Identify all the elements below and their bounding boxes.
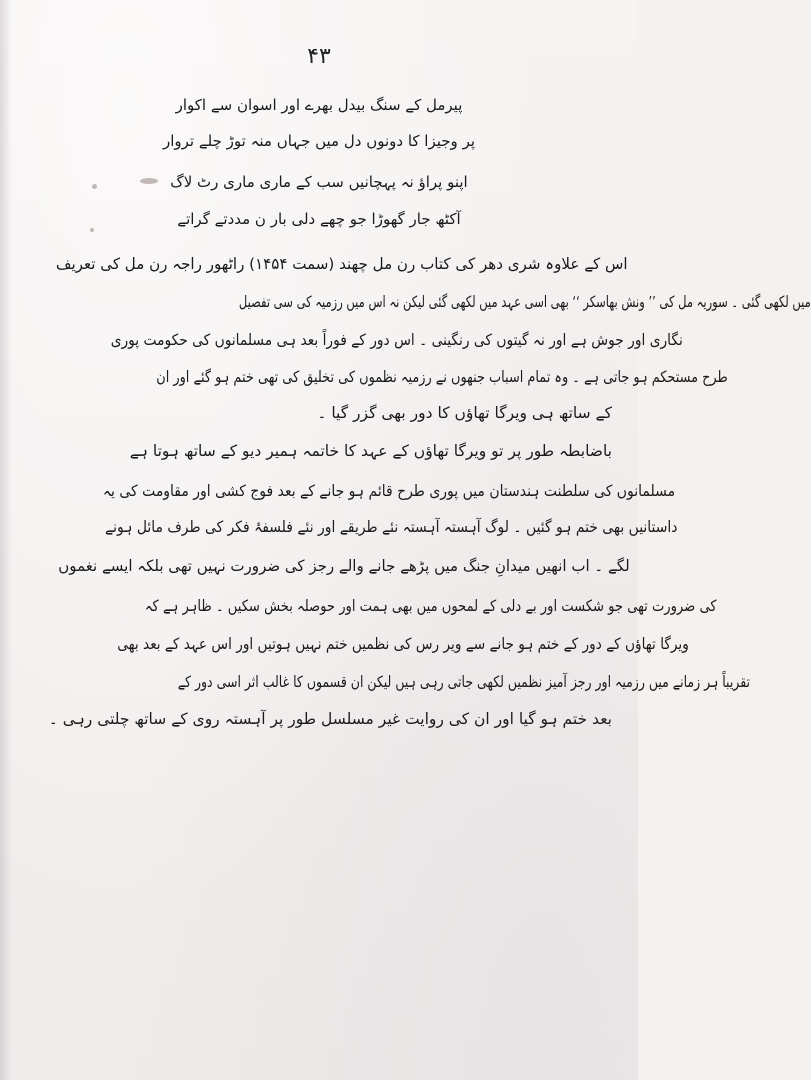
paragraph-line (40, 293, 811, 312)
paragraph-line (40, 404, 612, 423)
paragraph-text: داستانیں بھی ختم ہو گئیں ۔ لوگ آہستہ آہستہ نئے طریقے اور نئے فلسفۂ فکر کی طرف مائل ہونے (105, 518, 678, 536)
paragraph-text: کے ساتھ ہی ویرگا تھاؤں کا دور بھی گزر گیا ۔ (317, 404, 612, 422)
verse-line (0, 132, 638, 151)
paragraph-line (40, 518, 678, 537)
paragraph-line (40, 635, 689, 654)
paragraph-text: باضابطہ طور پر تو ویرگا تھاؤں کے عہد کا خاتمہ ہمیر دیو کے ساتھ ہوتا ہے (129, 442, 612, 460)
verse-text: پیرمل کے سنگ بیدل بھرے اور اسوان سے اکوار (175, 96, 463, 114)
verse-line (0, 96, 638, 115)
verse-text: پر وجیزا کا دونوں دل میں جہاں منہ توڑ چلے تروار (162, 132, 476, 150)
paragraph-line (40, 710, 612, 729)
paragraph-text: لگے ۔ اب انھیں میدانِ جنگ میں پڑھے جانے والے رجز کی ضرورت نہیں تھی بلکہ ایسے نغموں (58, 557, 630, 575)
paragraph-text: تقریباً ہر زمانے میں رزمیہ اور رجز آمیز نظمیں لکھی جاتی رہی ہیں لیکن ان قسموں کا غالب اثر اسی دور کے (177, 673, 750, 691)
paragraph-line (40, 255, 628, 274)
paragraph-line (40, 597, 717, 616)
verse-text: آکٹھ جار گھوڑا جو چھے دلی بار ن مددتے گراتے (177, 210, 461, 228)
paragraph-line (40, 557, 630, 576)
paragraph-text: میں لکھی گئی ۔ سوریہ مل کی ’’ ونش بھاسکر ‘‘ بھی اسی عہد میں لکھی گئی لیکن نہ اس میں رزمیہ کی سی تفصیل (238, 293, 811, 311)
verse-line (0, 210, 638, 229)
paragraph-line (40, 442, 612, 461)
paragraph-text: طرح مستحکم ہو جاتی ہے ۔ وہ تمام اسباب جنھوں نے رزمیہ نظموں کی تخلیق کی تھی ختم ہو گئے اور ان (156, 368, 728, 386)
paragraph-line (40, 368, 728, 387)
paragraph-text: کی ضرورت تھی جو شکست اور بے دلی کے لمحوں میں بھی ہمت اور حوصلہ بخش سکیں ۔ ظاہر ہے کہ (144, 597, 717, 615)
paragraph-line (40, 673, 750, 692)
page-edge-shadow (0, 0, 12, 1080)
page-number: ۴۳ (307, 44, 331, 69)
paragraph-text: اس کے علاوہ شری دھر کی کتاب رن مل چھند (سمت ۱۴۵۴) راٹھور راجہ رن مل کی تعریف (55, 255, 628, 273)
paragraph-text: مسلمانوں کی سلطنت ہندستان میں پوری طرح قائم ہو جانے کے بعد فوج کشی اور مقاومت کی یہ (102, 482, 676, 500)
verse-line (0, 173, 638, 192)
verse-text: اپنو پراؤ نہ پہچانیں سب کے ماری ماری رٹ لاگ (170, 173, 468, 191)
paragraph-line (40, 331, 683, 350)
paragraph-text: بعد ختم ہو گیا اور ان کی روایت غیر مسلسل طور پر آہستہ روی کے ساتھ چلتی رہی ۔ (48, 710, 612, 728)
paragraph-line (40, 482, 676, 501)
paragraph-text: نگاری اور جوش ہے اور نہ گیتوں کی رنگینی ۔ اس دور کے فوراً بعد ہی مسلمانوں کی حکومت پوری (110, 331, 683, 349)
paragraph-text: ویرگا تھاؤں کے دور کے ختم ہو جانے سے ویر رس کی نظمیں ختم نہیں ہوتیں اور اس عہد کے بعد بھی (117, 635, 689, 653)
